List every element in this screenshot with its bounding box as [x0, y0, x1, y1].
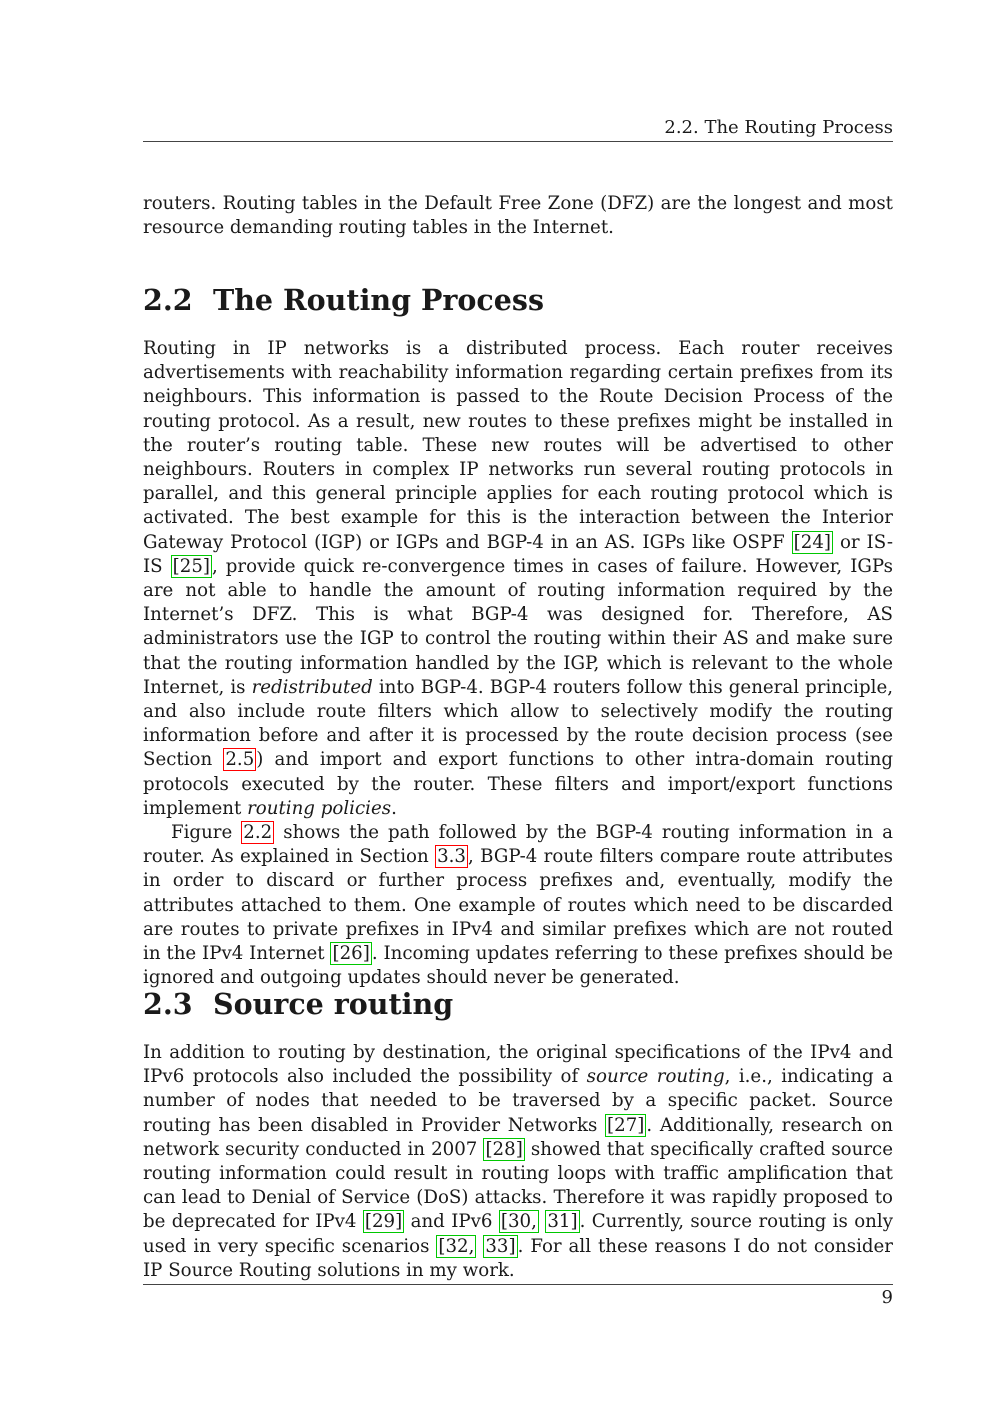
text-run: shows the path followed by the BGP-4 routing information in a router. As explained in Section	[143, 822, 893, 868]
text-run: showed that specifically crafted source routing information could result in routing loops with traffic amplification that can lead to Denial of Service (DoS) attacks. Therefore it was rapidly proposed to be deprecated for IPv4	[143, 1138, 893, 1233]
citation-link[interactable]: [25]	[172, 555, 210, 577]
section-number: 2.2	[143, 283, 193, 317]
text-run: ) and import and export functions to other intra-domain routing protocols executed by the router. These filters and import/export functions implement	[143, 749, 894, 819]
running-head: 2.2. The Routing Process	[664, 117, 893, 138]
section-reference-link[interactable]: 2.5	[225, 749, 255, 771]
text-run: In addition to routing by destination, the original specifications of the IPv4 and IPv6 protocols also included the possibility of	[143, 1042, 893, 1088]
text-run: Routing in IP networks is a distributed process. Each router receives advertisements with reachability information regarding certain prefixes from its neighbours. This information is passed to the Route Decision Process of the routing protocol. As a result, new routes to these prefixes might be installed in the router’s routing table. These new routes will be advertised to other neighbours. Routers in complex IP networks run several routing protocols in parallel, and this general principle applies for each routing protocol which is activated. The best example for this is the interaction between the Interior Gateway Protocol (IGP) or IGPs and BGP-4 in an AS. IGPs like OSPF	[143, 338, 893, 553]
paragraph-routing-1	[143, 337, 893, 821]
text-run: . Incoming updates referring to these prefixes should be ignored and outgoing updates should never be generated.	[143, 943, 893, 989]
citation-link[interactable]: [26]	[332, 943, 370, 965]
emphasis-text: redistributed	[251, 676, 373, 698]
section-number: 2.3	[143, 987, 193, 1021]
section-body-source-routing	[143, 1041, 893, 1283]
footer-rule	[143, 1284, 893, 1285]
citation-link[interactable]: [28]	[485, 1138, 523, 1160]
emphasis-text: routing policies	[247, 797, 392, 819]
emphasis-text: source routing	[586, 1066, 725, 1088]
text-run: into BGP-4. BGP-4 routers follow this general principle, and also include route filters which allow to selectively modify the routing information before and after it is processed by the route decision process (see Section	[143, 676, 893, 771]
citation-link[interactable]: [30,	[500, 1211, 537, 1233]
section-heading-source-routing	[143, 987, 453, 1021]
section-title: Source routing	[213, 987, 454, 1021]
text-run: . Currently, source routing is only used in very specific scenarios	[143, 1211, 893, 1257]
text-run: .	[391, 797, 397, 819]
text-run: and IPv6	[404, 1211, 499, 1233]
intro-paragraph: routers. Routing tables in the Default Free Zone (DFZ) are the longest and most resource demanding routing tables in the Internet.	[143, 193, 893, 239]
page-number: 9	[881, 1287, 893, 1308]
section-heading-routing-process	[143, 283, 544, 317]
citation-link[interactable]: [29]	[364, 1211, 403, 1233]
citation-link[interactable]: [24]	[793, 531, 832, 553]
citation-link[interactable]: [32,	[438, 1235, 475, 1257]
text-run: or IS-IS	[143, 531, 893, 577]
text-run: Figure	[171, 822, 242, 844]
header-rule	[143, 141, 893, 142]
text-run: , provide quick re-convergence times in cases of failure. However, IGPs are not able to handle the amount of routing information required by the Internet’s DFZ. This is what BGP-4 was designed for. Therefore, AS administrators use the IGP to control the routing within their AS and make sure that the routing information handled by the IGP, which is relevant to the whole Internet, is	[143, 555, 893, 698]
section-reference-link[interactable]: 3.3	[437, 846, 467, 868]
paragraph-routing-2	[143, 821, 893, 990]
paragraph-source-1	[143, 1041, 893, 1283]
figure-reference-link[interactable]: 2.2	[243, 822, 273, 844]
text-run: . Additionally, research on network security conducted in 2007	[143, 1114, 893, 1160]
section-title: The Routing Process	[213, 283, 544, 317]
text-run: . For all these reasons I do not consider IP Source Routing solutions in my work.	[143, 1235, 893, 1281]
citation-link[interactable]: [27]	[607, 1114, 645, 1136]
section-body-routing-process	[143, 337, 893, 990]
citation-link[interactable]: 31]	[547, 1211, 578, 1233]
citation-link[interactable]: 33]	[485, 1235, 516, 1257]
text-run: , BGP-4 route filters compare route attributes in order to discard or further process prefixes and, eventually, modify the attributes attached to them. One example of routes which need to be discarded are routes to private prefixes in IPv4 and similar prefixes which are not routed in the IPv4 Internet	[143, 846, 893, 965]
text-run: , i.e., indicating a number of nodes that needed to be traversed by a specific packet. Source routing has been disabled in Provider Networks	[143, 1066, 893, 1136]
